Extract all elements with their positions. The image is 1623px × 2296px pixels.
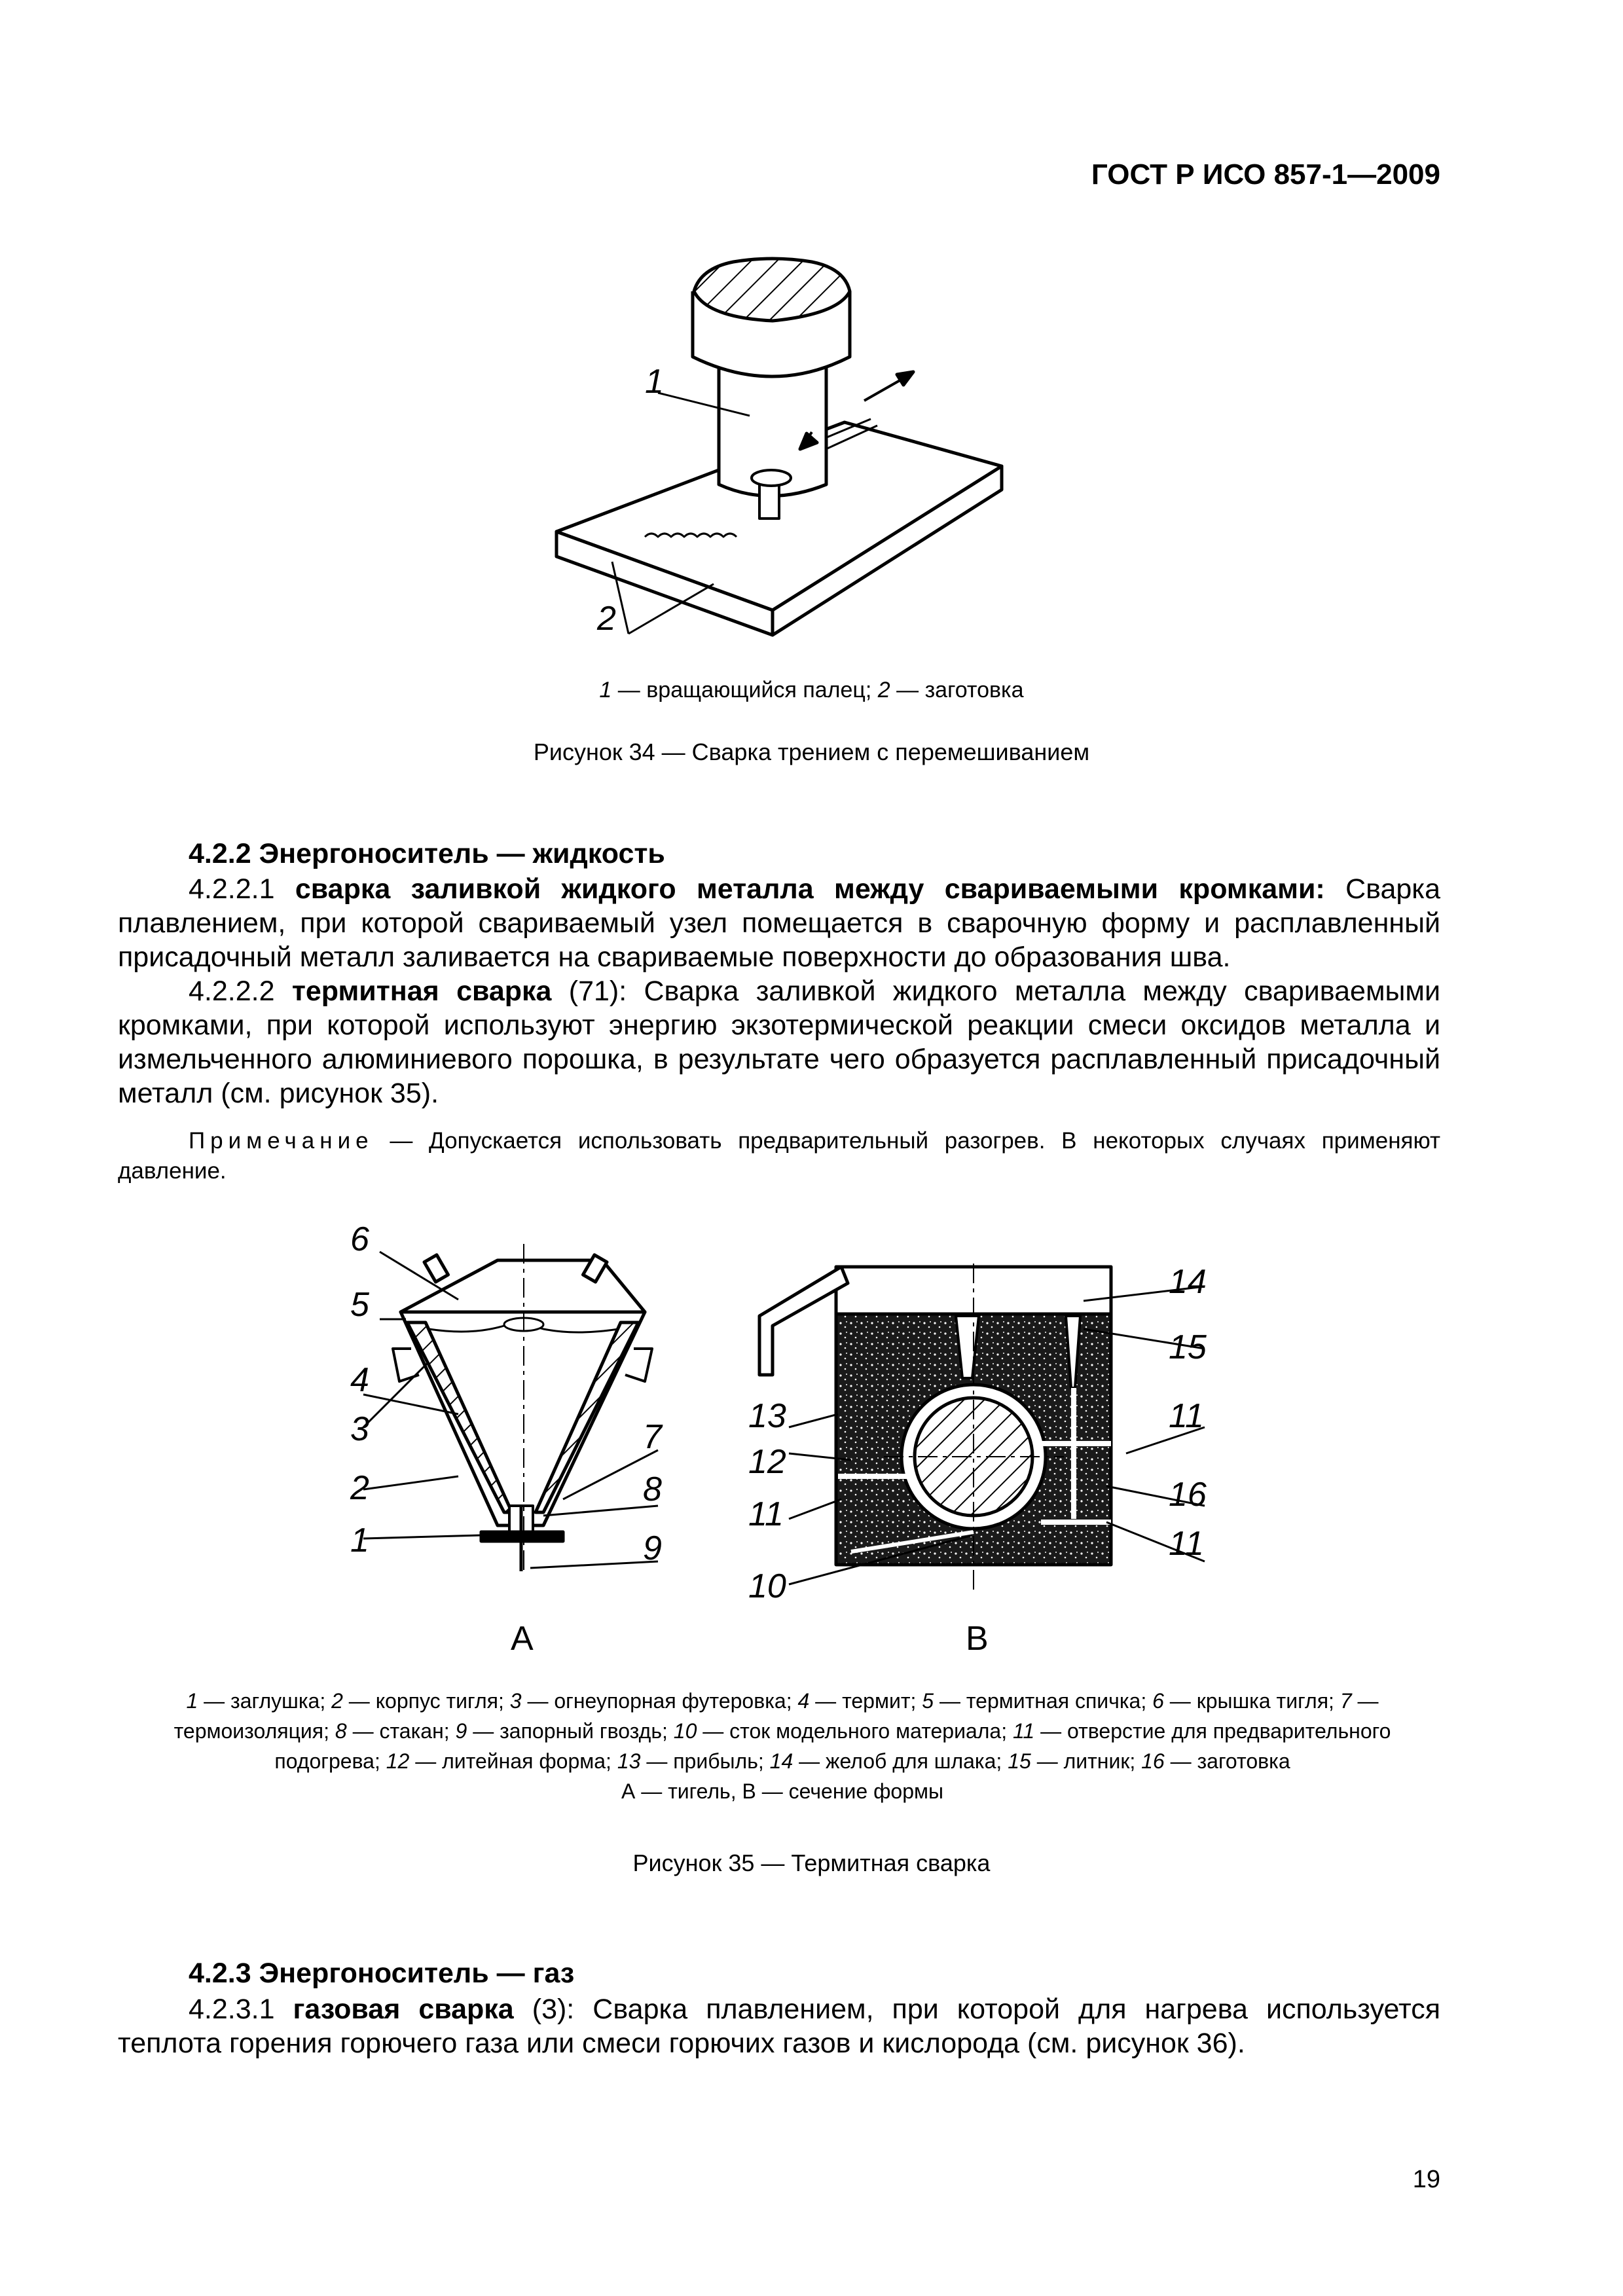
legend-num: 7 (1340, 1689, 1352, 1713)
fig35-label-11c: 11 (1169, 1525, 1204, 1563)
page-number: 19 (1412, 2166, 1440, 2193)
section-heading-4-2-2: 4.2.2 Энергоноситель — жидкость (189, 838, 665, 869)
fig35-label-15: 15 (1169, 1328, 1207, 1366)
term: газовая сварка (293, 1994, 514, 2025)
fig35-sublabel-a: A (511, 1620, 534, 1658)
paragraph-4-2-2-1 (118, 872, 1440, 974)
legend-num: 2 (877, 678, 890, 702)
legend-text: — стакан; (346, 1719, 456, 1743)
legend-text: — желоб для шлака; (793, 1749, 1008, 1773)
legend-num: 14 (769, 1749, 793, 1773)
legend-text: — сток модельного материала; (697, 1719, 1013, 1743)
fig35-label-14: 14 (1169, 1263, 1207, 1301)
legend-text: — литейная форма; (409, 1749, 617, 1773)
fig35-label-13: 13 (748, 1397, 786, 1435)
figure-35-legend (124, 1686, 1440, 1806)
fig35-label-2: 2 (350, 1469, 369, 1507)
legend-text: — заготовка (1164, 1749, 1290, 1773)
legend-num: 4 (797, 1689, 810, 1713)
fig35-label-10: 10 (748, 1567, 786, 1605)
fig35-label-5: 5 (350, 1286, 369, 1324)
figure-35-title: Рисунок 35 — Термитная сварка (632, 1850, 991, 1876)
term: термитная сварка (291, 975, 552, 1007)
legend-text: — крышка тигля; (1163, 1689, 1340, 1713)
legend-num: 9 (455, 1719, 467, 1743)
figure-34-title: Рисунок 34 — Сварка трением с перемешиванием (533, 738, 1090, 765)
fig35-label-11a: 11 (1169, 1397, 1204, 1435)
legend-num: 13 (617, 1749, 641, 1773)
fig35-sublabel-b: B (966, 1620, 989, 1658)
legend-text: — огнеупорная футеровка; (521, 1689, 798, 1713)
term: сварка заливкой жидкого металла между свариваемыми кромками: (295, 873, 1325, 905)
fig34-label-2: 2 (597, 600, 616, 638)
figure-34-legend (0, 678, 1623, 703)
fig35-label-4: 4 (350, 1361, 369, 1399)
legend-num: 1 (599, 678, 612, 702)
legend-text: — литник; (1030, 1749, 1142, 1773)
legend-num: 8 (335, 1719, 347, 1743)
fig35-label-12: 12 (748, 1443, 786, 1481)
legend-text: — термитная спичка; (934, 1689, 1153, 1713)
legend-num: 2 (331, 1689, 343, 1713)
figure-34-drawing (537, 255, 1034, 648)
legend-num: 1 (186, 1689, 198, 1713)
fig35-label-7: 7 (643, 1418, 662, 1456)
note (118, 1126, 1440, 1186)
legend-text: — термоизоляция; (173, 1689, 1379, 1743)
legend-text: — термит; (809, 1689, 922, 1713)
legend-num: 15 (1008, 1749, 1031, 1773)
definition: (3): Сварка плавлением, при которой для нагрева используется теплота горения горючего газа или смеси горючих газов и кислорода (см. рисунок 36). (118, 1994, 1440, 2059)
legend-ab: А — тигель, В — сечение формы (621, 1779, 943, 1803)
paragraph-4-2-3-1 (118, 1992, 1440, 2060)
legend-num: 11 (1013, 1719, 1035, 1743)
legend-text: — запорный гвоздь; (467, 1719, 674, 1743)
legend-text: — отверстие для предварительного подогрева; (274, 1719, 1391, 1773)
definition: (71): Сварка заливкой жидкого металла между свариваемыми кромками, при которой используют энергию экзотермической реакции смеси оксидов металла и измельченного алюминиевого порошка, в результате чего образуется расплавленный присадочный металл (см. рисунок 35). (118, 975, 1441, 1109)
section-heading-4-2-3: 4.2.3 Энергоноситель — газ (189, 1958, 575, 1989)
legend-num: 12 (386, 1749, 410, 1773)
clause-number: 4.2.2.2 (189, 975, 275, 1007)
legend-num: 10 (673, 1719, 697, 1743)
fig35-label-9: 9 (643, 1529, 662, 1567)
legend-text: — заглушка; (198, 1689, 332, 1713)
note-text: — Допускается использовать предварительный разогрев. В некоторых случаях применяют давление. (118, 1128, 1440, 1184)
legend-text: — прибыль; (640, 1749, 770, 1773)
legend-text: — вращающийся палец; (611, 678, 878, 702)
fig35-label-1: 1 (350, 1522, 369, 1559)
legend-text: — заготовка (890, 678, 1024, 702)
legend-num: 5 (922, 1689, 934, 1713)
fig34-label-1: 1 (645, 363, 664, 401)
fig35-label-16: 16 (1169, 1476, 1207, 1514)
legend-num: 3 (509, 1689, 522, 1713)
definition: Сварка плавлением, при которой свариваемый узел помещается в сварочную форму и расплавленный присадочный металл заливается на свариваемые поверхности до образования шва. (118, 873, 1440, 973)
legend-num: 16 (1141, 1749, 1165, 1773)
fig35-label-11b: 11 (748, 1495, 784, 1533)
fig35-label-8: 8 (643, 1470, 662, 1508)
clause-number: 4.2.3.1 (189, 1994, 275, 2025)
figure-35-drawing (314, 1211, 1231, 1663)
fig35-label-3: 3 (350, 1410, 369, 1448)
fig35-label-6: 6 (350, 1220, 369, 1258)
legend-text: — корпус тигля; (342, 1689, 510, 1713)
note-label: Примечание (189, 1128, 374, 1154)
paragraph-4-2-2-2 (118, 974, 1440, 1110)
document-id: ГОСТ Р ИСО 857-1—2009 (1091, 158, 1440, 191)
legend-num: 6 (1152, 1689, 1164, 1713)
clause-number: 4.2.2.1 (189, 873, 275, 905)
